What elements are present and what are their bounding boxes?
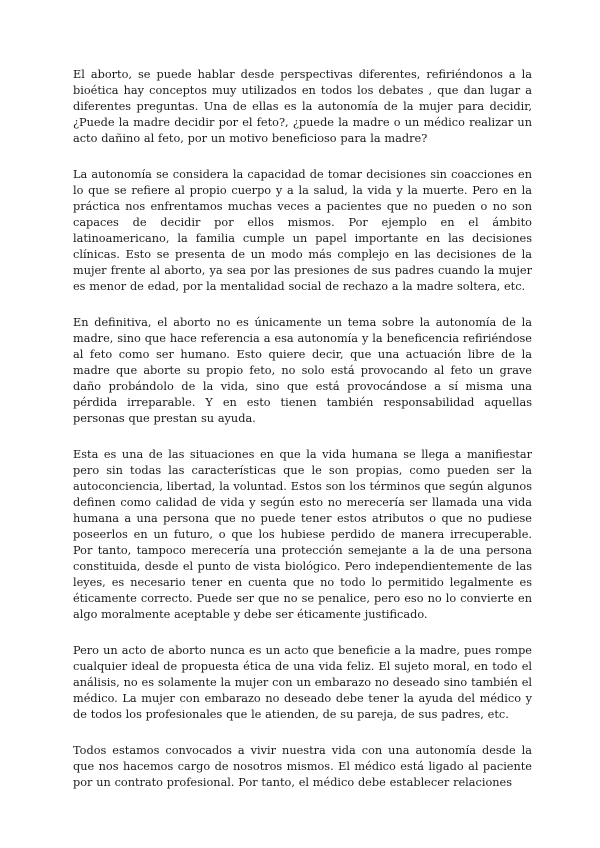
paragraph-shared-autonomy: Todos estamos convocados a vivir nuestra vida con una autonomía desde la que nos hacemos cargo de nosotros mismos. El médico está ligado al paciente por un contrato profesional. Por tanto, el médico debe establecer relaciones bbox=[73, 744, 532, 789]
paragraph-autonomy-beneficence: En definitiva, el aborto no es únicamente un tema sobre la autonomía de la madre, sino que hace referencia a esa autonomía y la beneficencia refiriéndose al feto como ser humano. Esto quiere decir, que una actuación libre de la madre que aborte su propio feto, no solo está provocando al feto un grave daño probándolo de la vida, sino que está provocándose a sí misma una pérdida irreparable. Y en esto tienen también responsabilidad aquellas personas que prestan su ayuda. bbox=[73, 316, 532, 425]
paragraph-moral-subject: Pero un acto de aborto nunca es un acto que beneficie a la madre, pues rompe cualquier ideal de propuesta ética de una vida feliz. El sujeto moral, en todo el análisis, no es solamente la mujer con un embarazo no deseado sino también el médico. La mujer con embarazo no deseado debe tener la ayuda del médico y de todos los profesionales que le atienden, de su pareja, de sus padres, etc. bbox=[73, 644, 532, 721]
paragraph-abortion-perspectives: El aborto, se puede hablar desde perspectivas diferentes, refiriéndonos a la bioética hay conceptos muy utilizados en todos los debates , que dan lugar a diferentes preguntas. Una de ellas es la autonomía de la mujer para decidir, ¿Puede la madre decidir por el feto?, ¿puede la madre o un médico realizar un acto dañino al feto, por un motivo beneficioso para la madre? bbox=[73, 68, 532, 145]
paragraph-autonomy-definition: La autonomía se considera la capacidad de tomar decisiones sin coacciones en lo que se refiere al propio cuerpo y a la salud, la vida y la muerte. Pero en la práctica nos enfrentamos muchas veces a pacientes que no pueden o no son capaces de decidir por ellos mismos. Por ejemplo en el ámbito latinoamericano, la familia cumple un papel importante en las decisiones clínicas. Esto se presenta de un modo más complejo en las decisiones de la mujer frente al aborto, ya sea por las presiones de sus padres cuando la mujer es menor de edad, por la mentalidad social de rechazo a la madre soltera, etc. bbox=[73, 168, 532, 293]
paragraph-quality-of-life: Esta es una de las situaciones en que la vida humana se llega a manifiestar pero sin todas las características que le son propias, como pueden ser la autoconciencia, libertad, la voluntad. Estos son los términos que según algunos definen como calidad de vida y según esto no merecería ser llamada una vida humana a una persona que no puede tener estos atributos o que no pudiese poseerlos en un futuro, o que los hubiese perdido de manera irrecuperable. Por tanto, tampoco merecería una protección semejante a la de una persona constituida, desde el punto de vista biológico. Pero independientemente de las leyes, es necesario tener en cuenta que no todo lo permitido legalmente es éticamente correcto. Puede ser que no se penalice, pero eso no lo convierte en algo moralmente aceptable y debe ser éticamente justificado. bbox=[73, 448, 532, 621]
